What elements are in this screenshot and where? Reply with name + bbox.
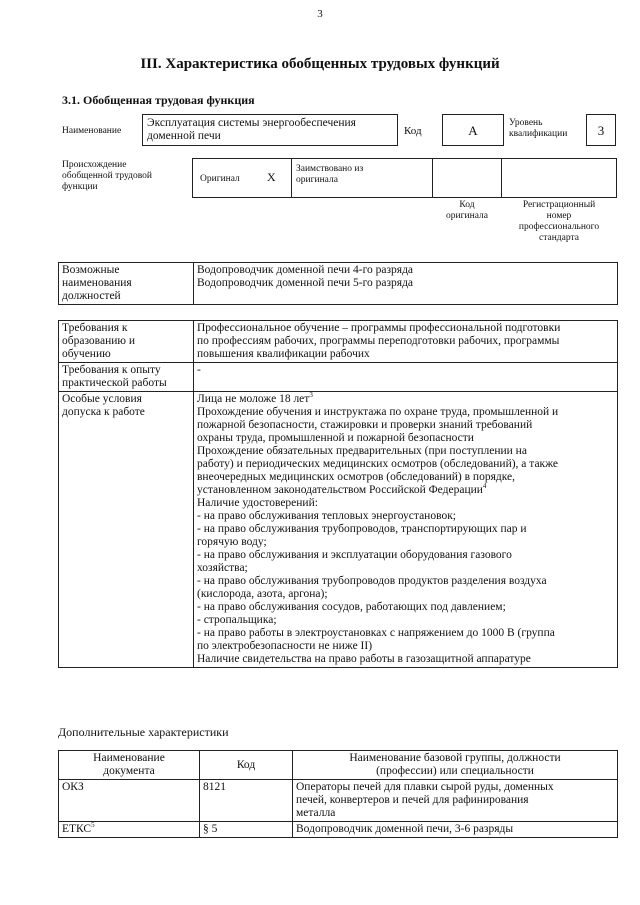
origin-label (62, 160, 152, 193)
education-value: Профессиональное обучение – программы профессиональной подготовки по профессиям рабочих, программы переподготовки рабочих, программы повышения квалификации рабочих (194, 321, 618, 363)
origin-label-line: обобщенной трудовой (62, 171, 152, 181)
col-code-header: Код (200, 751, 293, 780)
code-original-cell (432, 158, 502, 198)
code-value: А (468, 123, 478, 138)
name-value-line: доменной печи (147, 130, 221, 142)
footnote-ref: 4 (482, 482, 487, 491)
subsection-title: 3.1. Обобщенная трудовая функция (62, 93, 255, 107)
reg-number-line: Регистрационный (522, 200, 596, 210)
footnote-ref: 3 (309, 391, 313, 400)
original-cell (192, 158, 292, 198)
code-value-box (442, 114, 504, 146)
level-value: 3 (597, 123, 605, 138)
education-label: Требования к образованию и обучению (59, 321, 194, 363)
reg-number-line: профессионального (518, 222, 600, 232)
experience-label: Требования к опыту практической работы (59, 363, 194, 392)
borrowed-label-line: Заимствовано из (296, 164, 364, 174)
footnote-ref: 5 (91, 821, 95, 830)
additional-title: Дополнительные характеристики (58, 725, 229, 739)
row-name: Водопроводчик доменной печи, 3-6 разряды (293, 822, 618, 838)
origin-label-line: Происхождение (62, 160, 127, 170)
code-label: Код (404, 125, 422, 137)
position-item: Водопроводчик доменной печи 4-го разряда (197, 264, 414, 276)
row-code: 8121 (200, 780, 293, 822)
borrowed-label-line: оригинала (296, 175, 338, 185)
conditions-label: Особые условия допуска к работе (59, 392, 194, 668)
age-requirement: Лица не моложе 18 лет$^3$ (197, 391, 313, 405)
row-name: Операторы печей для плавки сырой руды, доменных печей, конвертеров и печей для рафинирования металла (293, 780, 618, 822)
page-number: 3 (317, 8, 323, 20)
positions-values (194, 263, 618, 305)
name-value-box (142, 114, 398, 146)
origin-label-line: функции (62, 182, 98, 192)
name-value-line: Эксплуатация системы энергообеспечения (147, 117, 356, 129)
row-code: § 5 (200, 822, 293, 838)
original-label: Оригинал (200, 174, 240, 184)
col-doc-header: Наименование документа (59, 751, 200, 780)
level-label-line: квалификации (509, 129, 568, 139)
position-item: Водопроводчик доменной печи 5-го разряда (197, 277, 414, 289)
positions-table (58, 262, 618, 305)
positions-label: Возможные наименования должностей (59, 263, 194, 305)
experience-value: - (194, 363, 618, 392)
level-label-line: Уровень (509, 118, 543, 128)
section-title: III. Характеристика обобщенных трудовых функций (140, 56, 500, 72)
row-doc: ЕТКС$^5$ (59, 822, 200, 838)
original-mark: X (267, 170, 276, 184)
law-line: установленном законодательством Российской Федерации$^4$ (197, 482, 487, 496)
col-name-header: Наименование базовой группы, должности (профессии) или специальности (293, 751, 618, 780)
reg-number-line: стандарта (539, 233, 579, 243)
requirements-table (58, 320, 618, 668)
row-doc: ОКЗ (59, 780, 200, 822)
reg-number-caption (501, 200, 617, 244)
conditions-value: Лица не моложе 18 лет$^3$ Прохождение обучения и инструктажа по охране труда, промышленной и пожарной безопасности, стажировки и проверки знаний требований охраны труда, промышленной и пожарной безопасности Прохождение обязательных предварительных (при поступлении на работу) и периодических медицинских осмотров (обследований), а также внеочередных медицинских осмотров (обследований) в порядке, установленном законодательством Российской Федерации$^4$ Наличие удостоверений: - на право обслуживания тепловых энергоустановок; - на право обслуживания трубопроводов, транспортирующих пар и горячую воду; - на право обслуживания и эксплуатации оборудования газового хозяйства; - на право обслуживания трубопроводов продуктов разделения воздуха (кислорода, азота, аргона); - на право обслуживания сосудов, работающих под давлением; - стропальщика; - на право работы в электроустановках с напряжением до 1000 В (группа по электробезопасности не ниже II) Наличие свидетельства на право работы в газозащитной аппаратуре (194, 392, 618, 668)
name-label: Наименование (62, 126, 122, 136)
reg-number-cell (501, 158, 617, 198)
table-row (59, 822, 618, 838)
level-value-box (586, 114, 616, 146)
borrowed-cell (291, 158, 433, 198)
table-row (59, 780, 618, 822)
code-original-caption (432, 200, 502, 222)
additional-table (58, 750, 618, 838)
code-original-line: оригинала (446, 211, 488, 221)
code-original-line: Код (459, 200, 475, 210)
reg-number-line: номер (546, 211, 572, 221)
level-label (509, 118, 567, 140)
